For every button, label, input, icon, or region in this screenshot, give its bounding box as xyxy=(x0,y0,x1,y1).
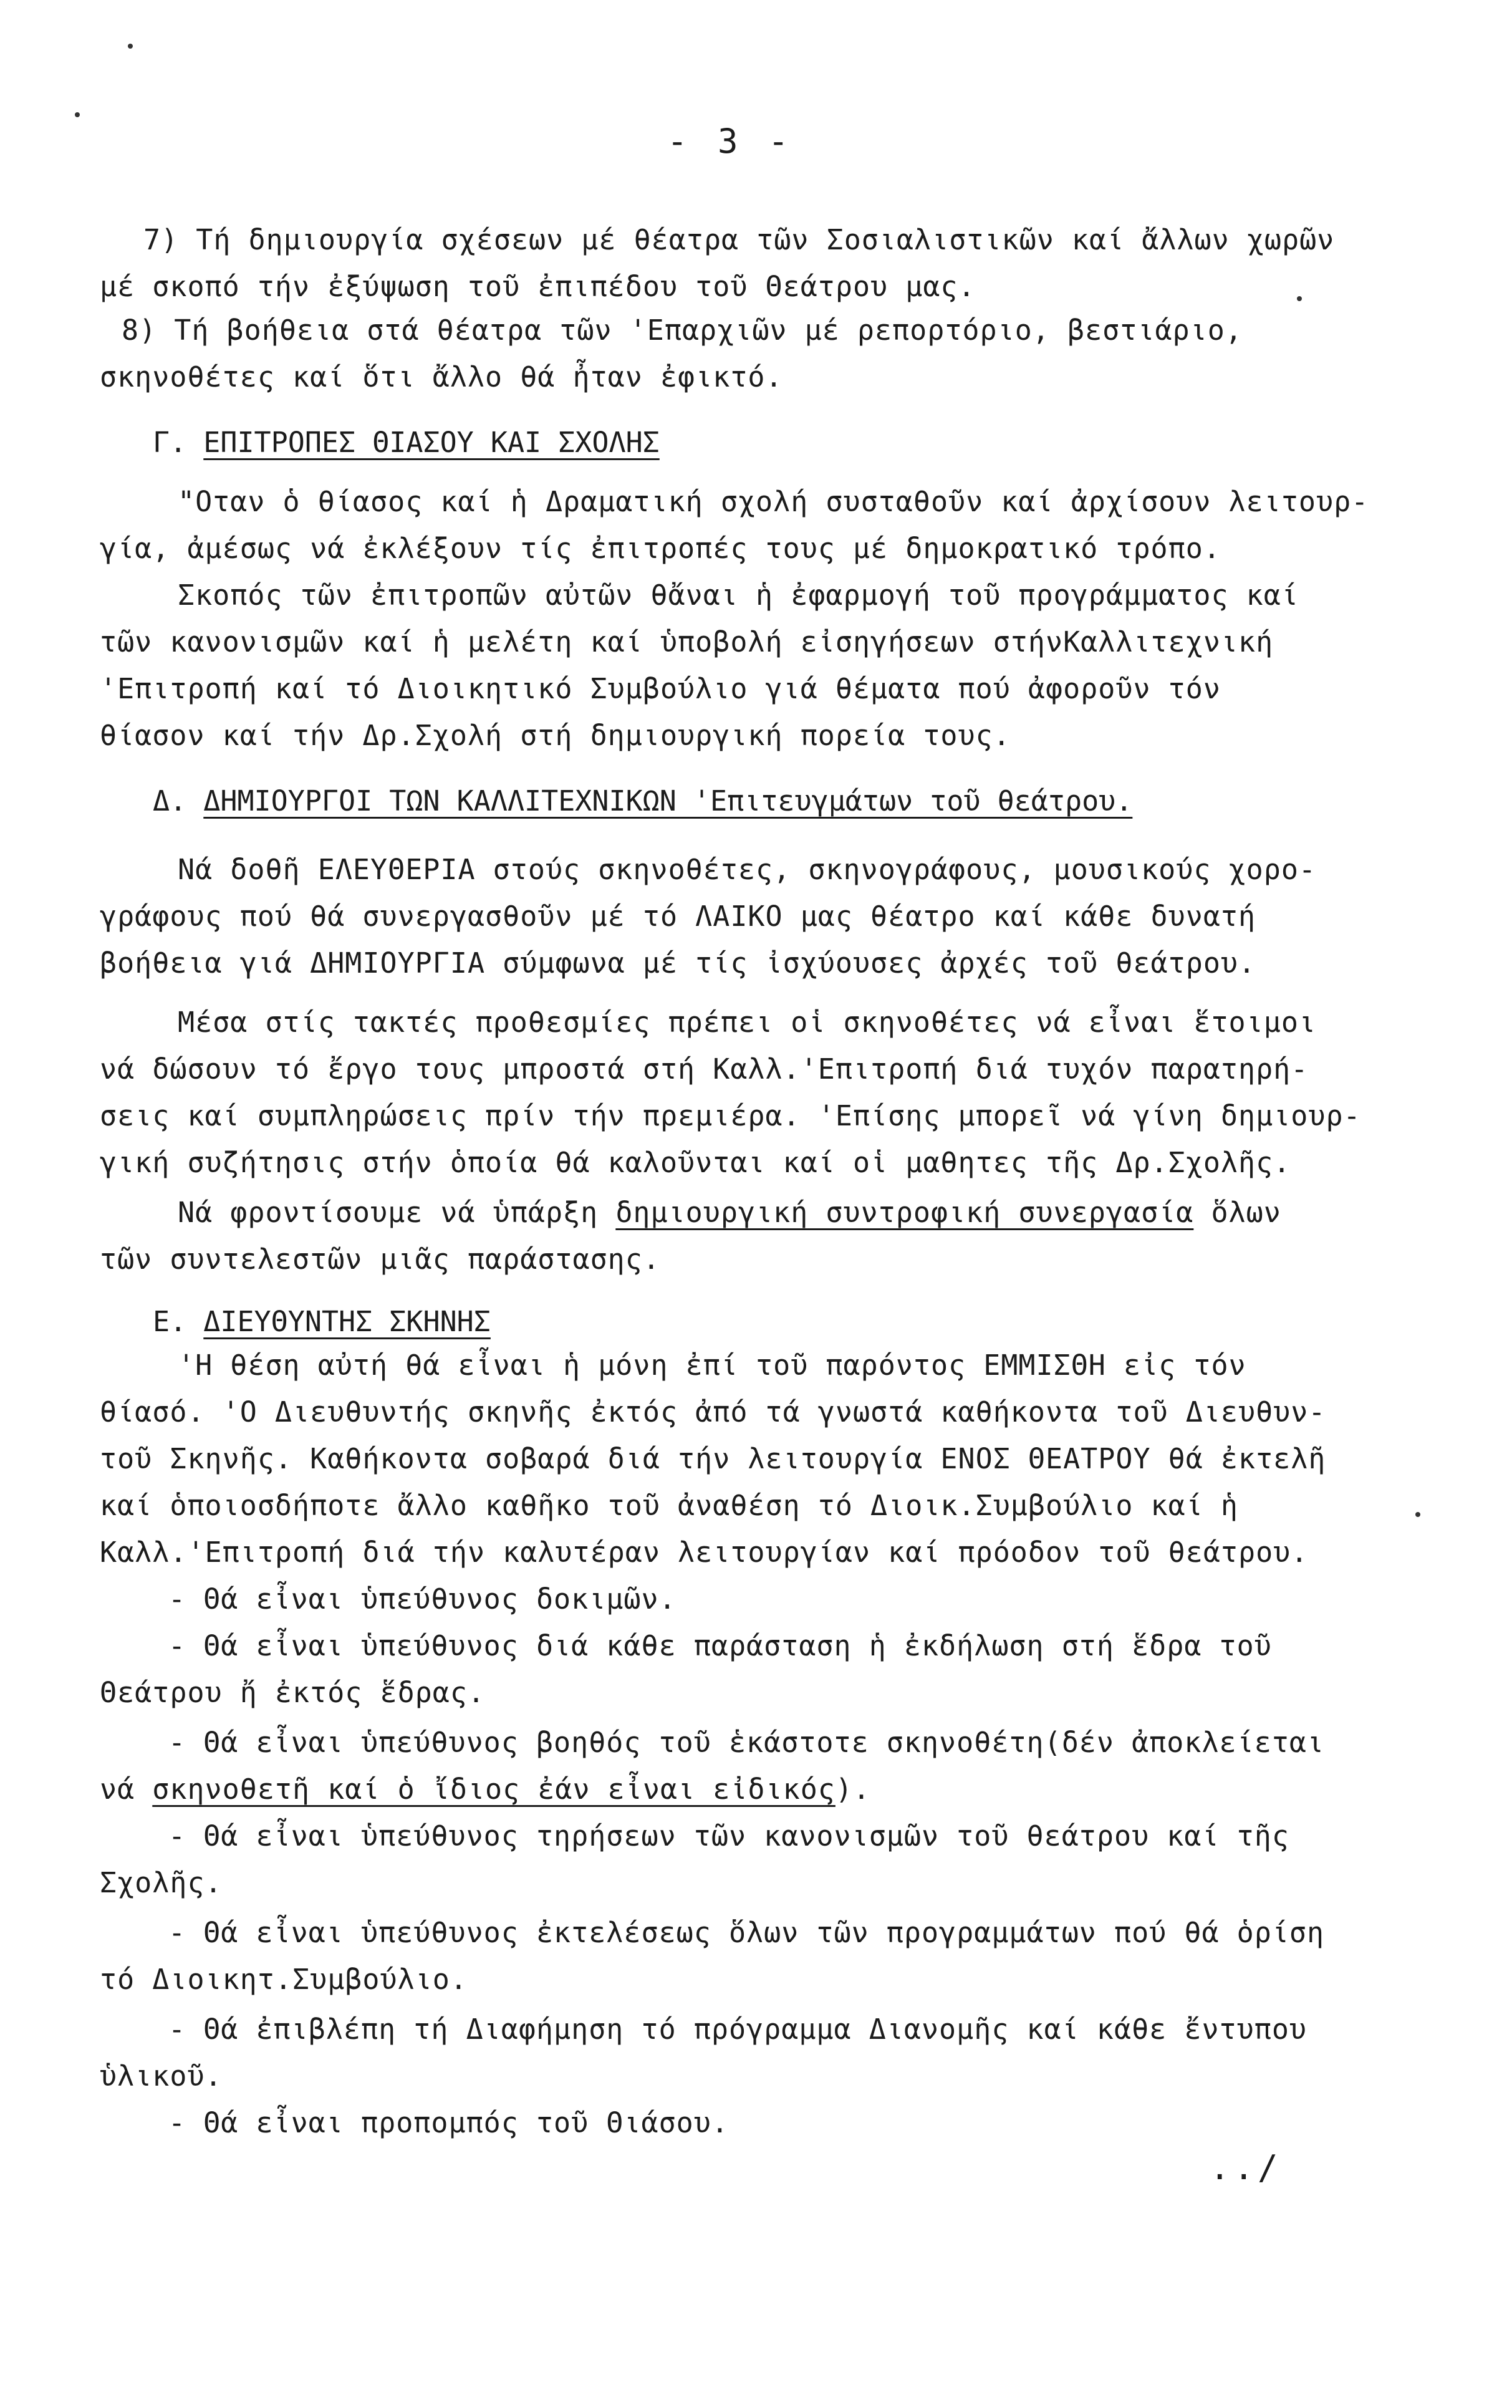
section-c-line-4: τῶν κανονισμῶν καί ἡ μελέτη καί ὑποβολή εἰσηγήσεων στήνΚαλλιτεχνική xyxy=(100,625,1274,658)
section-c-title: ΕΠΙΤΡΟΠΕΣ ΘΙΑΣΟΥ ΚΑΙ ΣΧΟΛΗΣ xyxy=(203,426,660,459)
duty-4-line-1: - Θά εἶναι ὑπεύθυνος τηρήσεων τῶν κανονισμῶν τοῦ θεάτρου καί τῆς xyxy=(168,1819,1289,1852)
section-c-heading xyxy=(153,424,660,461)
section-e-intro-line-5: Καλλ.'Επιτροπή διά τήν καλυτέραν λειτουργίαν καί πρόοδον τοῦ θεάτρου. xyxy=(100,1536,1309,1569)
scan-speck xyxy=(75,112,80,117)
item-7-line-1: 7) Τή δημιουργία σχέσεων μέ θέατρα τῶν Σοσιαλιστικῶν καί ἄλλων χωρῶν xyxy=(143,223,1335,256)
section-d-p3-start: Νά φροντίσουμε νά ὑπάρξη xyxy=(178,1196,616,1229)
section-e-intro-line-3: τοῦ Σκηνῆς. Καθήκοντα σοβαρά διά τήν λειτουργία ΕΝΟΣ ΘΕΑΤΡΟΥ θά ἐκτελῆ xyxy=(100,1442,1326,1475)
duty-3-underlined: σκηνοθετῆ καί ὁ ἴδιος ἐάν εἶναι εἰδικός xyxy=(152,1773,835,1806)
scan-speck xyxy=(1297,296,1302,301)
section-d-p1-line-1: Νά δοθῆ ΕΛΕΥΘΕΡΙΑ στούς σκηνοθέτες, σκηνογράφους, μουσικούς χορο- xyxy=(178,853,1316,886)
section-d-letter: Δ. xyxy=(153,784,187,817)
section-c-line-2: γία, ἀμέσως νά ἐκλέξουν τίς ἐπιτροπές τους μέ δημοκρατικό τρόπο. xyxy=(100,532,1221,565)
duty-4-line-2: Σχολῆς. xyxy=(100,1866,223,1899)
section-d-p2-line-3: σεις καί συμπληρώσεις πρίν τήν πρεμιέρα. 'Επίσης μπορεῖ νά γίνη δημιουρ- xyxy=(100,1099,1361,1132)
section-e-intro-line-1: 'Η θέση αὐτή θά εἶναι ἡ μόνη ἐπί τοῦ παρόντος ΕΜΜΙΣΘΗ εἰς τόν xyxy=(178,1349,1246,1382)
duty-1-line-1: - Θά εἶναι ὑπεύθυνος δοκιμῶν. xyxy=(168,1582,677,1616)
section-d-p2-line-4: γική συζήτησις στήν ὁποία θά καλοῦνται καί οἱ μαθητες τῆς Δρ.Σχολῆς. xyxy=(100,1146,1291,1179)
section-d-title: ΔΗΜΙΟΥΡΓΟΙ ΤΩΝ ΚΑΛΛΙΤΕΧΝΙΚΩΝ 'Επιτευγμάτων τοῦ θεάτρου. xyxy=(203,784,1133,817)
section-c-line-6: θίασον καί τήν Δρ.Σχολή στή δημιουργική πορεία τους. xyxy=(100,719,1011,752)
duty-3-suffix: ). xyxy=(835,1773,871,1806)
scan-speck xyxy=(1415,1512,1420,1517)
section-d-p2-line-2: νά δώσουν τό ἔργο τους μπροστά στή Καλλ.'Επιτροπή διά τυχόν παρατηρή- xyxy=(100,1052,1309,1086)
duty-3-line-1: - Θά εἶναι ὑπεύθυνος βοηθός τοῦ ἑκάστοτε σκηνοθέτη(δέν ἀποκλείεται xyxy=(168,1726,1325,1759)
section-e-letter: Ε. xyxy=(153,1305,187,1338)
duty-7-line-1: - Θά εἶναι προπομπός τοῦ Θιάσου. xyxy=(168,2106,729,2139)
section-c-letter: Γ. xyxy=(153,426,187,459)
item-8-line-2: σκηνοθέτες καί ὅτι ἄλλο θά ἦταν ἐφικτό. xyxy=(100,360,783,393)
section-d-p1-line-2: γράφους πού θά συνεργασθοῦν μέ τό ΛΑΙΚΟ μας θέατρο καί κάθε δυνατή xyxy=(100,900,1256,933)
item-7-line-2: μέ σκοπό τήν ἐξύψωση τοῦ ἐπιπέδου τοῦ Θεάτρου μας. xyxy=(100,270,976,303)
section-e-title: ΔΙΕΥΘΥΝΤΗΣ ΣΚΗΝΗΣ xyxy=(203,1305,491,1338)
section-d-p3-line-2: τῶν συντελεστῶν μιᾶς παράστασης. xyxy=(100,1243,660,1276)
scan-speck xyxy=(128,44,133,49)
section-d-p3-underlined: δημιουργική συντροφική συνεργασία xyxy=(615,1196,1194,1229)
section-e-intro-line-2: θίασό. 'Ο Διευθυντής σκηνῆς ἐκτός ἀπό τά γνωστά καθήκοντα τοῦ Διευθυν- xyxy=(100,1395,1326,1428)
section-c-line-5: 'Επιτροπή καί τό Διοικητικό Συμβούλιο γιά θέματα πού ἀφοροῦν τόν xyxy=(100,672,1221,705)
continuation-mark: ../ xyxy=(1210,2148,1282,2187)
duty-5-line-1: - Θά εἶναι ὑπεύθυνος ἐκτελέσεως ὅλων τῶν προγραμμάτων πού θά ὁρίση xyxy=(168,1916,1325,1949)
item-8-line-1: 8) Τή βοήθεια στά θέατρα τῶν 'Επαρχιῶν μέ ρεπορτόριο, βεστιάριο, xyxy=(122,314,1243,347)
duty-2-line-1: - Θά εἶναι ὑπεύθυνος διά κάθε παράσταση ἡ ἐκδήλωση στή ἕδρα τοῦ xyxy=(168,1629,1272,1662)
section-e-intro-line-4: καί ὁποιοσδήποτε ἄλλο καθῆκο τοῦ ἀναθέση τό Διοικ.Συμβούλιο καί ἡ xyxy=(100,1489,1238,1522)
duty-2-line-2: Θεάτρου ἤ ἐκτός ἕδρας. xyxy=(100,1676,486,1709)
duty-3-line-2 xyxy=(100,1771,870,1808)
section-c-line-1: "Οταν ὁ θίασος καί ἡ Δραματική σχολή συσταθοῦν καί ἀρχίσουν λειτουρ- xyxy=(178,485,1369,518)
duty-5-line-2: τό Διοικητ.Συμβούλιο. xyxy=(100,1963,468,1996)
section-d-p3-line-1 xyxy=(178,1194,1281,1231)
section-d-heading xyxy=(153,783,1132,820)
section-d-p2-line-1: Μέσα στίς τακτές προθεσμίες πρέπει οἱ σκηνοθέτες νά εἶναι ἕτοιμοι xyxy=(178,1006,1316,1039)
duty-6-line-2: ὑλικοῦ. xyxy=(100,2059,223,2093)
section-d-p1-line-3: βοήθεια γιά ΔΗΜΙΟΥΡΓΙΑ σύμφωνα μέ τίς ἰσχύουσες ἀρχές τοῦ θεάτρου. xyxy=(100,946,1256,980)
section-d-p3-end: ὅλων xyxy=(1193,1196,1281,1229)
page-number: - 3 - xyxy=(667,122,794,161)
duty-3-prefix: νά xyxy=(100,1773,153,1806)
section-e-heading xyxy=(153,1303,491,1341)
section-c-line-3: Σκοπός τῶν ἐπιτροπῶν αὐτῶν θἄναι ἡ ἐφαρμογή τοῦ προγράμματος καί xyxy=(178,579,1299,612)
duty-6-line-1: - Θά ἐπιβλέπη τή Διαφήμηση τό πρόγραμμα Διανομῆς καί κάθε ἔντυπου xyxy=(168,2013,1307,2046)
